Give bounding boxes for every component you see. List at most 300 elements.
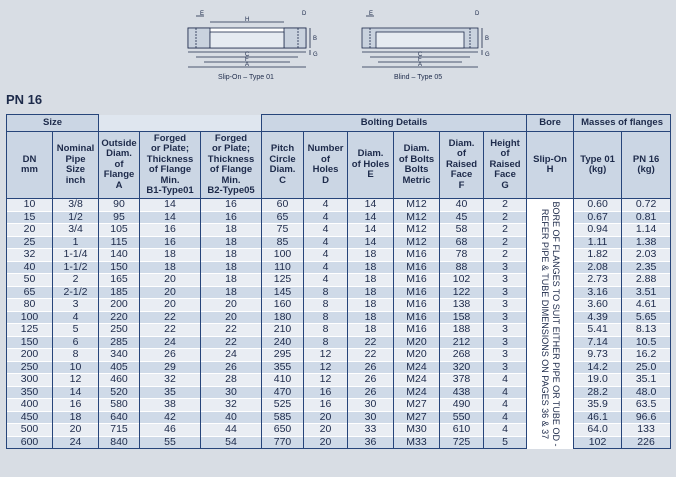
table-cell: 20 xyxy=(7,224,53,237)
table-cell: 3/8 xyxy=(53,199,99,212)
table-cell: 400 xyxy=(7,399,53,412)
table-cell: 95 xyxy=(99,211,140,224)
table-cell: 46.1 xyxy=(574,411,622,424)
table-cell: 8 xyxy=(304,286,348,299)
table-cell: 4 xyxy=(484,399,527,412)
table-cell: 295 xyxy=(262,349,304,362)
table-cell: M27 xyxy=(394,411,440,424)
table-cell: 8 xyxy=(53,349,99,362)
header-od-text: Outside Diam. of Flange A xyxy=(101,137,137,191)
table-cell: M33 xyxy=(394,436,440,449)
table-cell: 64.0 xyxy=(574,424,622,437)
table-cell: 4 xyxy=(304,274,348,287)
table-cell: M30 xyxy=(394,424,440,437)
table-cell: 158 xyxy=(440,311,484,324)
table-cell: 25.0 xyxy=(622,361,671,374)
table-cell: 300 xyxy=(7,374,53,387)
table-cell: 26 xyxy=(348,361,394,374)
table-cell: M20 xyxy=(394,349,440,362)
table-cell: 54 xyxy=(201,436,262,449)
table-cell: 18 xyxy=(201,249,262,262)
table-cell: 840 xyxy=(99,436,140,449)
header-pn16-text: PN 16 (kg) xyxy=(632,153,660,175)
header-type01-mass xyxy=(574,132,622,199)
table-cell: 35 xyxy=(140,386,201,399)
table-cell: 40 xyxy=(7,261,53,274)
table-cell: 14 xyxy=(140,211,201,224)
table-cell: 22 xyxy=(348,336,394,349)
table-cell: 18 xyxy=(348,324,394,337)
table-cell: 20 xyxy=(140,274,201,287)
table-cell: 350 xyxy=(7,386,53,399)
header-hole-diam xyxy=(348,132,394,199)
blind-flange-drawing xyxy=(362,16,482,67)
table-cell: 29 xyxy=(140,361,201,374)
table-cell: 115 xyxy=(99,236,140,249)
table-cell: 2 xyxy=(484,199,527,212)
table-cell: 40 xyxy=(201,411,262,424)
table-cell: 18 xyxy=(348,274,394,287)
table-cell: 410 xyxy=(262,374,304,387)
table-cell: M24 xyxy=(394,386,440,399)
table-cell: 65 xyxy=(7,286,53,299)
table-cell: M16 xyxy=(394,311,440,324)
table-cell: 4.61 xyxy=(622,299,671,312)
table-cell: 226 xyxy=(622,436,671,449)
table-cell: 8 xyxy=(304,299,348,312)
table-cell: 24 xyxy=(201,349,262,362)
table-cell: 0.94 xyxy=(574,224,622,237)
table-cell: 1.38 xyxy=(622,236,671,249)
table-cell: 30 xyxy=(348,399,394,412)
slip-on-label-c: C xyxy=(245,52,250,58)
table-cell: 4 xyxy=(304,236,348,249)
table-cell: 460 xyxy=(99,374,140,387)
table-cell: 4 xyxy=(484,424,527,437)
table-cell: 12 xyxy=(304,374,348,387)
table-cell: 150 xyxy=(99,261,140,274)
table-cell: 8 xyxy=(304,311,348,324)
table-cell: 22 xyxy=(140,324,201,337)
table-cell: 0.72 xyxy=(622,199,671,212)
table-cell: 550 xyxy=(440,411,484,424)
table-cell: M16 xyxy=(394,249,440,262)
table-cell: 18 xyxy=(201,274,262,287)
table-cell: 3 xyxy=(484,349,527,362)
table-cell: 133 xyxy=(622,424,671,437)
table-cell: 14 xyxy=(348,211,394,224)
blind-label-g: G xyxy=(485,52,490,58)
table-cell: 75 xyxy=(262,224,304,237)
table-cell: 2.73 xyxy=(574,274,622,287)
table-cell: 1/2 xyxy=(53,211,99,224)
table-cell: 46 xyxy=(140,424,201,437)
table-cell: 3 xyxy=(484,324,527,337)
table-cell: 188 xyxy=(440,324,484,337)
table-cell: 250 xyxy=(99,324,140,337)
table-cell: 22 xyxy=(201,324,262,337)
group-masses: Masses of flanges xyxy=(574,115,671,132)
table-cell: 110 xyxy=(262,261,304,274)
table-cell: 200 xyxy=(99,299,140,312)
table-cell: 3 xyxy=(484,299,527,312)
slip-on-label-f: F xyxy=(245,57,249,63)
header-hole-diam-text: Diam. of Holes E xyxy=(351,148,390,181)
table-cell: 240 xyxy=(262,336,304,349)
header-pcd xyxy=(262,132,304,199)
table-cell: 33 xyxy=(348,424,394,437)
table-cell: 3.51 xyxy=(622,286,671,299)
group-bore: Bore xyxy=(527,115,574,132)
table-cell: M20 xyxy=(394,336,440,349)
table-cell: 0.81 xyxy=(622,211,671,224)
table-cell: 220 xyxy=(99,311,140,324)
table-cell: 1.11 xyxy=(574,236,622,249)
table-cell: 20 xyxy=(201,299,262,312)
table-cell: 125 xyxy=(7,324,53,337)
table-cell: 80 xyxy=(7,299,53,312)
table-cell: 24 xyxy=(53,436,99,449)
table-cell: 22 xyxy=(348,349,394,362)
table-cell: M12 xyxy=(394,236,440,249)
table-cell: 18 xyxy=(201,224,262,237)
table-cell: 18 xyxy=(348,299,394,312)
table-cell: 4 xyxy=(304,261,348,274)
table-cell: 55 xyxy=(140,436,201,449)
table-cell: 100 xyxy=(262,249,304,262)
table-cell: 16 xyxy=(304,399,348,412)
table-cell: 16 xyxy=(201,211,262,224)
table-cell: 35.9 xyxy=(574,399,622,412)
table-cell: 7.14 xyxy=(574,336,622,349)
table-cell: 88 xyxy=(440,261,484,274)
table-cell: 5 xyxy=(484,436,527,449)
table-cell: 10.5 xyxy=(622,336,671,349)
header-nps xyxy=(53,132,99,199)
slip-on-flange-drawing xyxy=(188,16,310,67)
table-cell: 250 xyxy=(7,361,53,374)
table-cell: 18 xyxy=(348,311,394,324)
table-cell: 770 xyxy=(262,436,304,449)
table-cell: 4 xyxy=(304,224,348,237)
table-cell: 19.0 xyxy=(574,374,622,387)
table-cell: 24 xyxy=(140,336,201,349)
table-cell: 22 xyxy=(201,336,262,349)
table-cell: 4 xyxy=(304,199,348,212)
table-cell: 600 xyxy=(7,436,53,449)
table-cell: 16 xyxy=(304,386,348,399)
table-cell: 85 xyxy=(262,236,304,249)
slip-on-label-h: H xyxy=(245,17,250,23)
table-cell: 1 xyxy=(53,236,99,249)
flange-drawings xyxy=(0,0,676,86)
table-cell: 285 xyxy=(99,336,140,349)
table-cell: M24 xyxy=(394,374,440,387)
table-cell: 28.2 xyxy=(574,386,622,399)
header-holes-text: Number of Holes D xyxy=(307,143,344,186)
table-cell: 268 xyxy=(440,349,484,362)
table-cell: 3.16 xyxy=(574,286,622,299)
blind-label-e: E xyxy=(369,11,374,17)
table-cell: 50 xyxy=(7,274,53,287)
group-blank xyxy=(99,115,262,132)
bore-note-cell xyxy=(527,199,574,449)
table-cell: 1.14 xyxy=(622,224,671,237)
table-cell: 2 xyxy=(53,274,99,287)
group-size: Size xyxy=(7,115,99,132)
table-cell: 580 xyxy=(99,399,140,412)
table-cell: 138 xyxy=(440,299,484,312)
table-cell: 30 xyxy=(201,386,262,399)
table-cell: 165 xyxy=(99,274,140,287)
table-cell: 90 xyxy=(99,199,140,212)
table-cell: 35.1 xyxy=(622,374,671,387)
table-cell: 14 xyxy=(140,199,201,212)
table-cell: 0.67 xyxy=(574,211,622,224)
table-cell: 65 xyxy=(262,211,304,224)
table-cell: 18 xyxy=(140,249,201,262)
blind-label-f: F xyxy=(418,57,422,63)
table-cell: 60 xyxy=(262,199,304,212)
table-cell: 20 xyxy=(304,411,348,424)
table-cell: 715 xyxy=(99,424,140,437)
table-cell: 38 xyxy=(140,399,201,412)
table-cell: 18 xyxy=(140,261,201,274)
table-cell: M12 xyxy=(394,211,440,224)
header-b2 xyxy=(201,132,262,199)
table-cell: 4.39 xyxy=(574,311,622,324)
table-cell: 18 xyxy=(348,286,394,299)
table-cell: 2.88 xyxy=(622,274,671,287)
header-bolts xyxy=(394,132,440,199)
table-cell: 2 xyxy=(484,224,527,237)
table-cell: 32 xyxy=(201,399,262,412)
table-cell: 105 xyxy=(99,224,140,237)
table-cell: 500 xyxy=(7,424,53,437)
table-cell: 210 xyxy=(262,324,304,337)
table-cell: 18 xyxy=(201,261,262,274)
blind-label-c: C xyxy=(418,52,423,58)
pressure-class-title: PN 16 xyxy=(6,92,43,107)
table-cell: 14 xyxy=(348,224,394,237)
table-cell: 340 xyxy=(99,349,140,362)
header-raised-face-height xyxy=(484,132,527,199)
table-cell: 378 xyxy=(440,374,484,387)
table-cell: 4 xyxy=(53,311,99,324)
table-cell: 185 xyxy=(99,286,140,299)
table-cell: 16.2 xyxy=(622,349,671,362)
table-cell: 150 xyxy=(7,336,53,349)
table-cell: 8 xyxy=(304,336,348,349)
table-cell: 2.35 xyxy=(622,261,671,274)
table-cell: M16 xyxy=(394,286,440,299)
table-cell: M16 xyxy=(394,299,440,312)
table-cell: 122 xyxy=(440,286,484,299)
table-cell: M12 xyxy=(394,199,440,212)
table-cell: 355 xyxy=(262,361,304,374)
table-cell: 160 xyxy=(262,299,304,312)
table-cell: 10 xyxy=(53,361,99,374)
table-cell: 14 xyxy=(53,386,99,399)
table-cell: 20 xyxy=(201,311,262,324)
table-cell: 12 xyxy=(53,374,99,387)
table-cell: 725 xyxy=(440,436,484,449)
table-cell: 490 xyxy=(440,399,484,412)
table-cell: 18 xyxy=(201,236,262,249)
table-cell: 16 xyxy=(53,399,99,412)
table-cell: 5 xyxy=(53,324,99,337)
table-cell: 18 xyxy=(53,411,99,424)
header-holes xyxy=(304,132,348,199)
table-cell: 2-1/2 xyxy=(53,286,99,299)
table-cell: 102 xyxy=(440,274,484,287)
slip-on-label-g: G xyxy=(313,52,318,58)
table-cell: 4 xyxy=(484,386,527,399)
table-cell: 26 xyxy=(140,349,201,362)
table-cell: 26 xyxy=(201,361,262,374)
table-cell: 585 xyxy=(262,411,304,424)
table-cell: 2 xyxy=(484,211,527,224)
pn16-flange-table xyxy=(6,114,671,449)
table-row xyxy=(7,199,671,212)
table-cell: 16 xyxy=(201,199,262,212)
table-cell: 15 xyxy=(7,211,53,224)
table-cell: 200 xyxy=(7,349,53,362)
table-cell: 20 xyxy=(304,436,348,449)
table-cell: M16 xyxy=(394,274,440,287)
table-cell: 2.03 xyxy=(622,249,671,262)
table-cell: 125 xyxy=(262,274,304,287)
table-cell: 20 xyxy=(304,424,348,437)
table-cell: 10 xyxy=(7,199,53,212)
table-cell: M24 xyxy=(394,361,440,374)
table-body xyxy=(7,199,671,449)
header-bolts-text: Diam. of Bolts Bolts Metric xyxy=(398,143,435,186)
flange-diagrams xyxy=(0,0,676,86)
table-cell: 650 xyxy=(262,424,304,437)
header-b2-text: Forged or Plate; Thickness of Flange Min. B2-Type05 xyxy=(207,132,255,196)
table-cell: 610 xyxy=(440,424,484,437)
header-b1 xyxy=(140,132,201,199)
table-cell: 20 xyxy=(140,299,201,312)
table-cell: 18 xyxy=(201,286,262,299)
table-cell: 25 xyxy=(7,236,53,249)
table-cell: 20 xyxy=(140,286,201,299)
table-cell: 18 xyxy=(348,261,394,274)
header-raised-face-diam xyxy=(440,132,484,199)
table-cell: 520 xyxy=(99,386,140,399)
header-od xyxy=(99,132,140,199)
table-cell: 14.2 xyxy=(574,361,622,374)
table-cell: 1-1/4 xyxy=(53,249,99,262)
header-pcd-text: Pitch Circle Diam. C xyxy=(269,143,296,186)
table-cell: 26 xyxy=(348,374,394,387)
slip-on-caption: Slip-On – Type 01 xyxy=(218,74,274,81)
blind-label-b: B xyxy=(485,36,490,42)
table-cell: 2 xyxy=(484,236,527,249)
group-bolting: Bolting Details xyxy=(262,115,527,132)
table-cell: 45 xyxy=(440,211,484,224)
table-cell: 100 xyxy=(7,311,53,324)
table-cell: 212 xyxy=(440,336,484,349)
table-cell: 5.41 xyxy=(574,324,622,337)
table-cell: 42 xyxy=(140,411,201,424)
table-cell: 405 xyxy=(99,361,140,374)
table-cell: 68 xyxy=(440,236,484,249)
header-pn16-mass xyxy=(622,132,671,199)
blind-label-a: A xyxy=(418,62,423,68)
table-cell: 0.60 xyxy=(574,199,622,212)
table-cell: 18 xyxy=(348,249,394,262)
table-cell: 4 xyxy=(484,374,527,387)
table-cell: 6 xyxy=(53,336,99,349)
table-cell: 145 xyxy=(262,286,304,299)
blind-label-d: D xyxy=(475,11,480,17)
table-cell: 9.73 xyxy=(574,349,622,362)
header-dn xyxy=(7,132,53,199)
table-cell: 78 xyxy=(440,249,484,262)
table-cell: 3 xyxy=(53,299,99,312)
table-cell: 2.08 xyxy=(574,261,622,274)
table-cell: 3 xyxy=(484,274,527,287)
table-cell: 58 xyxy=(440,224,484,237)
header-slip-on xyxy=(527,132,574,199)
header-slipon-text: Slip-On H xyxy=(533,153,567,175)
header-dn-text: DN mm xyxy=(21,153,38,175)
table-cell: M12 xyxy=(394,224,440,237)
table-cell: 320 xyxy=(440,361,484,374)
table-cell: 8.13 xyxy=(622,324,671,337)
table-cell: 44 xyxy=(201,424,262,437)
table-cell: 180 xyxy=(262,311,304,324)
table-cell: 3 xyxy=(484,336,527,349)
table-cell: 63.5 xyxy=(622,399,671,412)
table-cell: 32 xyxy=(140,374,201,387)
table-cell: 3 xyxy=(484,261,527,274)
table-cell: M27 xyxy=(394,399,440,412)
bore-note: BORE OF FLANGES TO SUIT EITHER PIPE OR TUBE OD - REFER PIPE & TUBE DIMENSIONS ON PAGES 36 & 37 xyxy=(540,201,562,447)
table-cell: 32 xyxy=(7,249,53,262)
table-cell: 5.65 xyxy=(622,311,671,324)
table-cell: 3/4 xyxy=(53,224,99,237)
table-cell: 22 xyxy=(140,311,201,324)
table-cell: 3 xyxy=(484,286,527,299)
table-cell: 4 xyxy=(304,249,348,262)
table-cell: 525 xyxy=(262,399,304,412)
table-cell: 140 xyxy=(99,249,140,262)
table-cell: 3 xyxy=(484,361,527,374)
table-cell: 16 xyxy=(140,224,201,237)
table-cell: 20 xyxy=(53,424,99,437)
table-cell: 640 xyxy=(99,411,140,424)
table-cell: 438 xyxy=(440,386,484,399)
table-cell: 28 xyxy=(201,374,262,387)
header-rf-text: Diam. of Raised Face F xyxy=(445,137,478,191)
blind-caption: Blind – Type 05 xyxy=(394,74,443,81)
table-cell: 12 xyxy=(304,361,348,374)
header-nps-text: Nominal Pipe Size inch xyxy=(56,143,95,186)
slip-on-label-a: A xyxy=(245,62,250,68)
header-t01-text: Type 01 (kg) xyxy=(580,153,615,175)
table-cell: M16 xyxy=(394,261,440,274)
table-cell: 1-1/2 xyxy=(53,261,99,274)
table-cell: 450 xyxy=(7,411,53,424)
table-cell: 16 xyxy=(140,236,201,249)
table-cell: 470 xyxy=(262,386,304,399)
table-cell: 4 xyxy=(304,211,348,224)
header-rfh-text: Height of Raised Face G xyxy=(489,137,521,191)
slip-on-label-b: B xyxy=(313,36,318,42)
